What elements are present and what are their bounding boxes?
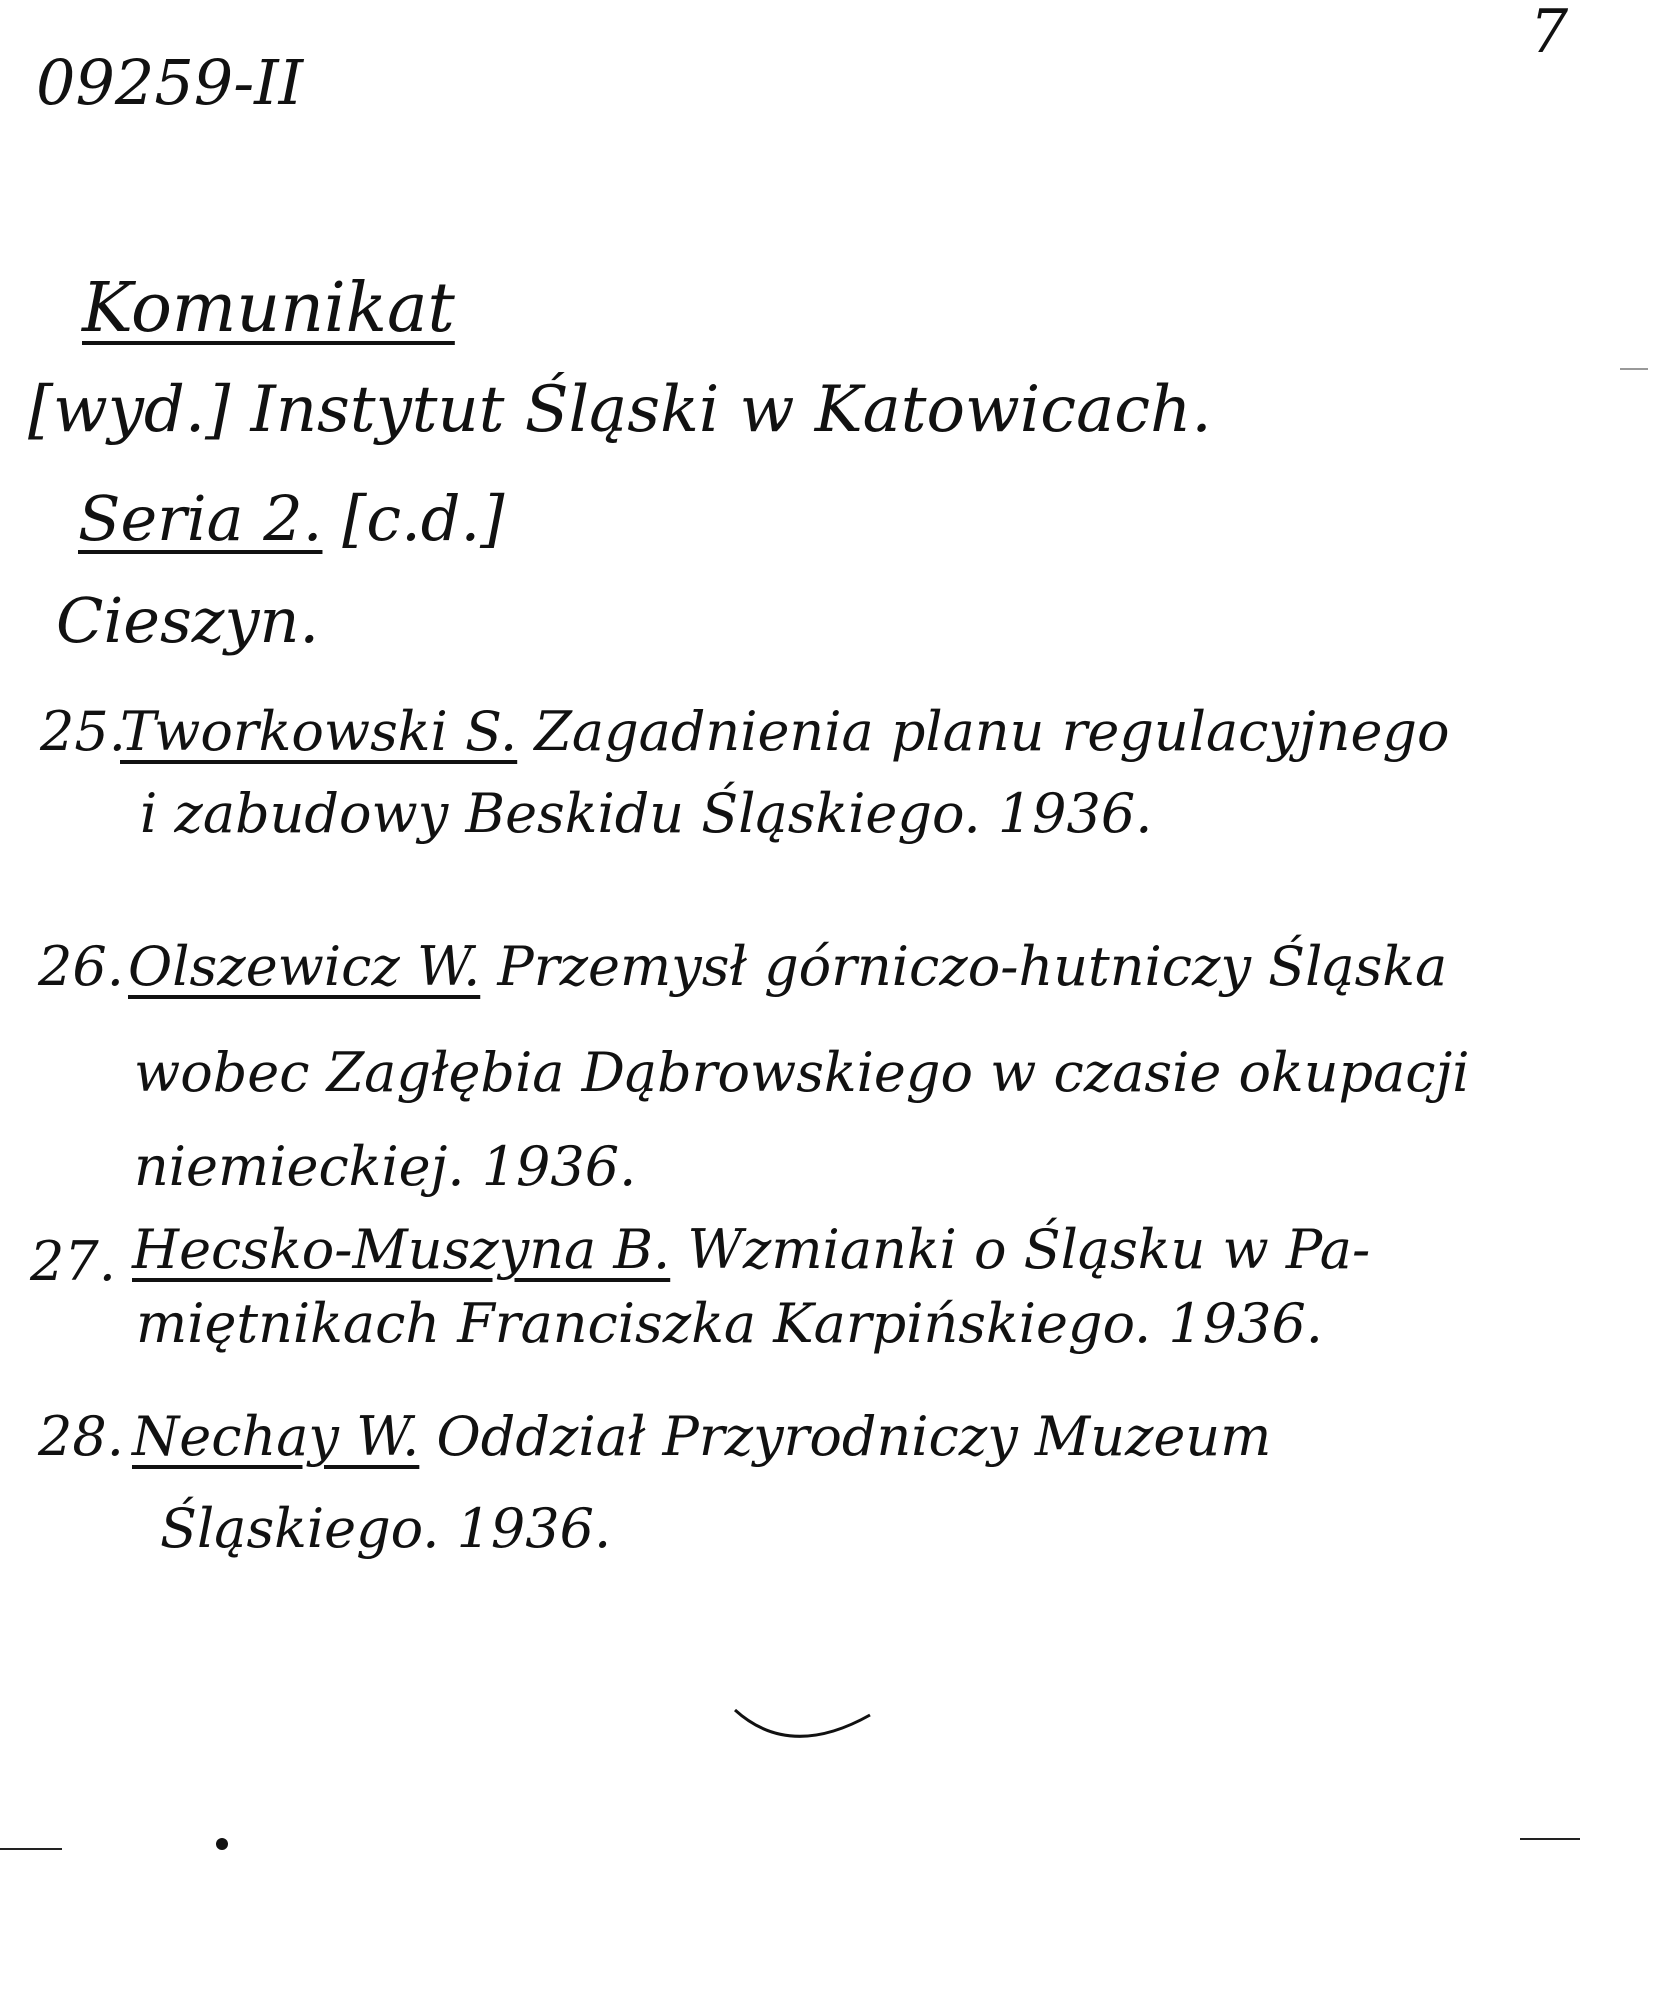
entry-title-line: Wzmianki o Śląsku w Pa-	[687, 1218, 1371, 1281]
entry-author: Olszewicz W.	[128, 935, 481, 998]
card-edge-mark-right	[1520, 1838, 1580, 1840]
entry-title-line: miętnikach Franciszka Karpińskiego. 1936.	[136, 1292, 1323, 1355]
entry-first-line	[120, 700, 1449, 763]
entry-title-line: Zagadnienia planu regulacyjnego	[534, 700, 1450, 763]
entry-number: 27.	[30, 1230, 116, 1293]
punch-hole-dot	[216, 1838, 228, 1850]
entry-first-line	[132, 1218, 1370, 1281]
entry-number: 25.	[40, 700, 126, 763]
series-label: Seria 2.	[78, 482, 323, 555]
entry-number: 28.	[38, 1405, 124, 1468]
series-suffix: [c.d.]	[342, 482, 505, 555]
publisher-line	[28, 373, 1212, 447]
margin-mark	[1620, 368, 1648, 370]
entry-title-line: wobec Zagłębia Dąbrowskiego w czasie okupacji	[134, 1041, 1470, 1104]
entry-first-line	[132, 1405, 1271, 1468]
entry-title-line: Oddział Przyrodniczy Muzeum	[436, 1405, 1272, 1468]
entry-title-line: Przemysł górniczo-hutniczy Śląska	[497, 935, 1448, 998]
catalog-number	[36, 46, 304, 119]
entry-first-line	[128, 935, 1447, 998]
end-mark-icon	[730, 1700, 880, 1760]
card-edge-mark-left	[0, 1848, 62, 1850]
place-of-publication: Cieszyn.	[56, 584, 320, 657]
publisher-name: Instytut Śląski w Katowicach.	[250, 373, 1212, 447]
series-line	[78, 482, 505, 555]
entry-author: Tworkowski S.	[120, 700, 518, 763]
catalog-number-text: 09259-II	[36, 46, 304, 119]
publisher-prefix: [wyd.]	[28, 373, 231, 447]
series-title: Komunikat	[82, 269, 455, 348]
entry-author: Hecsko-Muszyna B.	[132, 1218, 671, 1281]
entry-title-line: niemieckiej. 1936.	[134, 1135, 637, 1198]
entry-number: 26.	[38, 935, 124, 998]
page-number: 7	[1530, 0, 1569, 67]
entry-title-line: Śląskiego. 1936.	[160, 1497, 612, 1560]
entry-author: Nechay W.	[132, 1405, 420, 1468]
entry-title-line: i zabudowy Beskidu Śląskiego. 1936.	[140, 782, 1153, 845]
